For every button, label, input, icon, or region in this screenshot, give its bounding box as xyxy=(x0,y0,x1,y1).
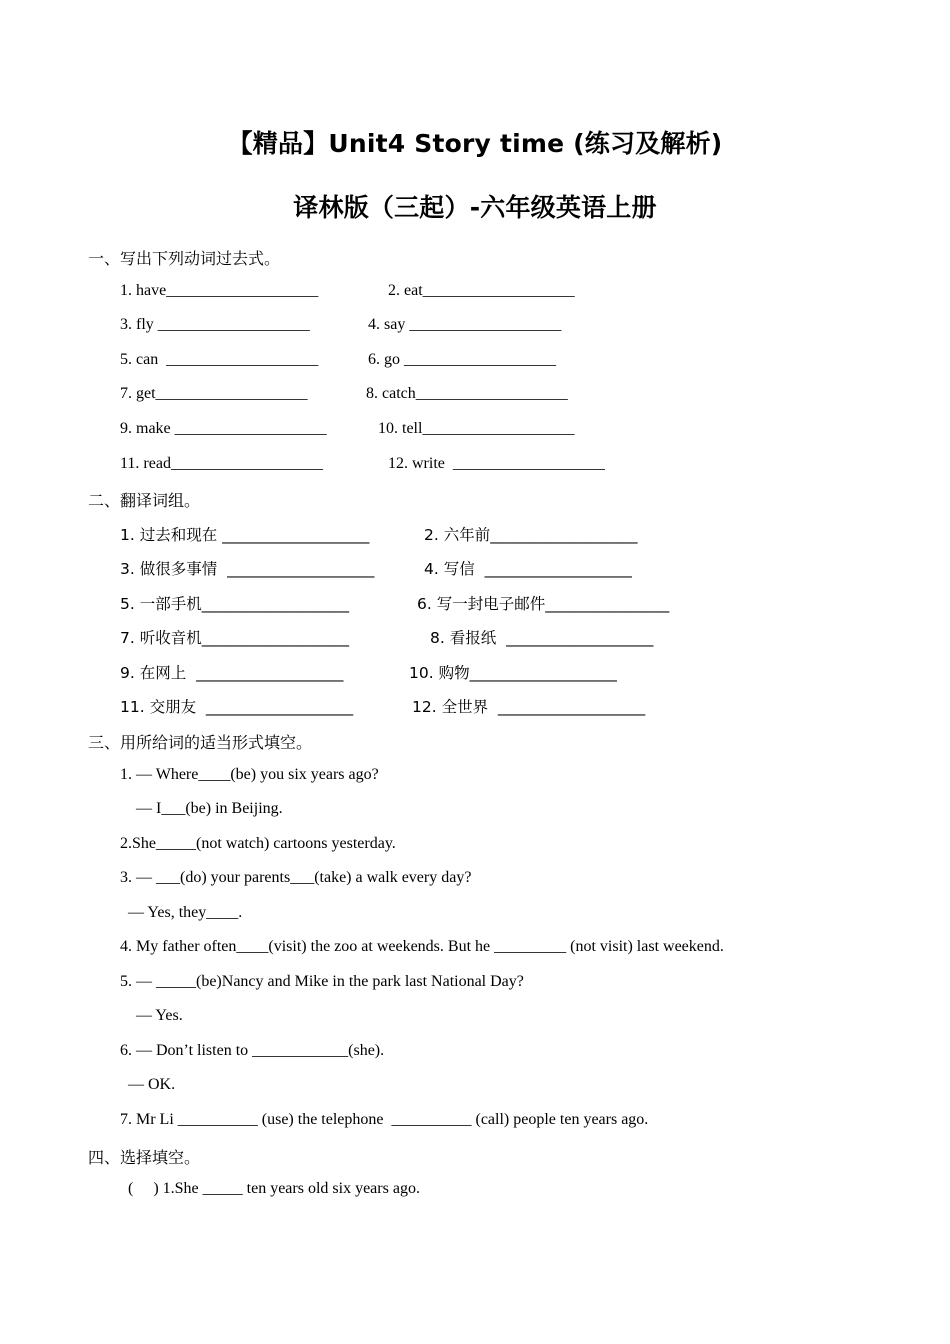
section2-heading: 二、翻译词组。 xyxy=(88,491,201,510)
page-title: 【精品】Unit4 Story time (练习及解析) xyxy=(227,129,723,158)
s2-item-4: 4. 写信 ___________________ xyxy=(424,560,632,578)
s2-item-8: 8. 看报纸 ___________________ xyxy=(430,629,654,647)
s1-item-8: 8. catch___________________ xyxy=(366,385,568,402)
s1-item-1: 1. have___________________ xyxy=(120,282,319,299)
s1-item-11: 11. read___________________ xyxy=(120,455,323,472)
s3-line-4: 3. — ___(do) your parents___(take) a walk every day? xyxy=(120,869,472,886)
s2-item-12: 12. 全世界 ___________________ xyxy=(412,698,646,716)
s2-item-7: 7. 听收音机___________________ xyxy=(120,629,349,647)
section3-heading: 三、用所给词的适当形式填空。 xyxy=(88,733,313,752)
s1-item-10: 10. tell___________________ xyxy=(378,420,575,437)
s2-item-5: 5. 一部手机___________________ xyxy=(120,595,349,613)
s1-item-4: 4. say ___________________ xyxy=(368,316,562,333)
s1-item-3: 3. fly ___________________ xyxy=(120,316,310,333)
s1-item-9: 9. make ___________________ xyxy=(120,420,327,437)
s3-line-10: — OK. xyxy=(128,1076,176,1093)
s2-item-1: 1. 过去和现在 ___________________ xyxy=(120,526,370,544)
s3-line-5: — Yes, they____. xyxy=(128,904,243,921)
section4-heading: 四、选择填空。 xyxy=(88,1148,201,1167)
s3-line-7: 5. — _____(be)Nancy and Mike in the park last National Day? xyxy=(120,973,524,990)
s3-line-11: 7. Mr Li __________ (use) the telephone __________ (call) people ten years ago. xyxy=(120,1111,649,1128)
s2-item-10: 10. 购物___________________ xyxy=(409,664,617,682)
s2-item-2: 2. 六年前___________________ xyxy=(424,526,638,544)
s3-line-9: 6. — Don’t listen to ____________(she). xyxy=(120,1042,385,1059)
section1-heading: 一、写出下列动词过去式。 xyxy=(88,249,281,268)
s2-item-6: 6. 写一封电子邮件________________ xyxy=(417,595,670,613)
s4-line-1: ( ) 1.She _____ ten years old six years ago. xyxy=(128,1180,420,1197)
page-subtitle: 译林版（三起）-六年级英语上册 xyxy=(293,193,657,222)
s3-line-8: — Yes. xyxy=(136,1007,183,1024)
s3-line-3: 2.She_____(not watch) cartoons yesterday. xyxy=(120,835,396,852)
s1-item-12: 12. write ___________________ xyxy=(388,455,605,472)
s2-item-9: 9. 在网上 ___________________ xyxy=(120,664,344,682)
s2-item-11: 11. 交朋友 ___________________ xyxy=(120,698,354,716)
s1-item-6: 6. go ___________________ xyxy=(368,351,556,368)
s2-item-3: 3. 做很多事情 ___________________ xyxy=(120,560,375,578)
s3-line-1: 1. — Where____(be) you six years ago? xyxy=(120,766,379,783)
s1-item-7: 7. get___________________ xyxy=(120,385,308,402)
s1-item-5: 5. can ___________________ xyxy=(120,351,319,368)
s1-item-2: 2. eat___________________ xyxy=(388,282,575,299)
s3-line-6: 4. My father often____(visit) the zoo at weekends. But he _________ (not visit) last weekend. xyxy=(120,938,724,955)
s3-line-2: — I___(be) in Beijing. xyxy=(136,800,283,817)
